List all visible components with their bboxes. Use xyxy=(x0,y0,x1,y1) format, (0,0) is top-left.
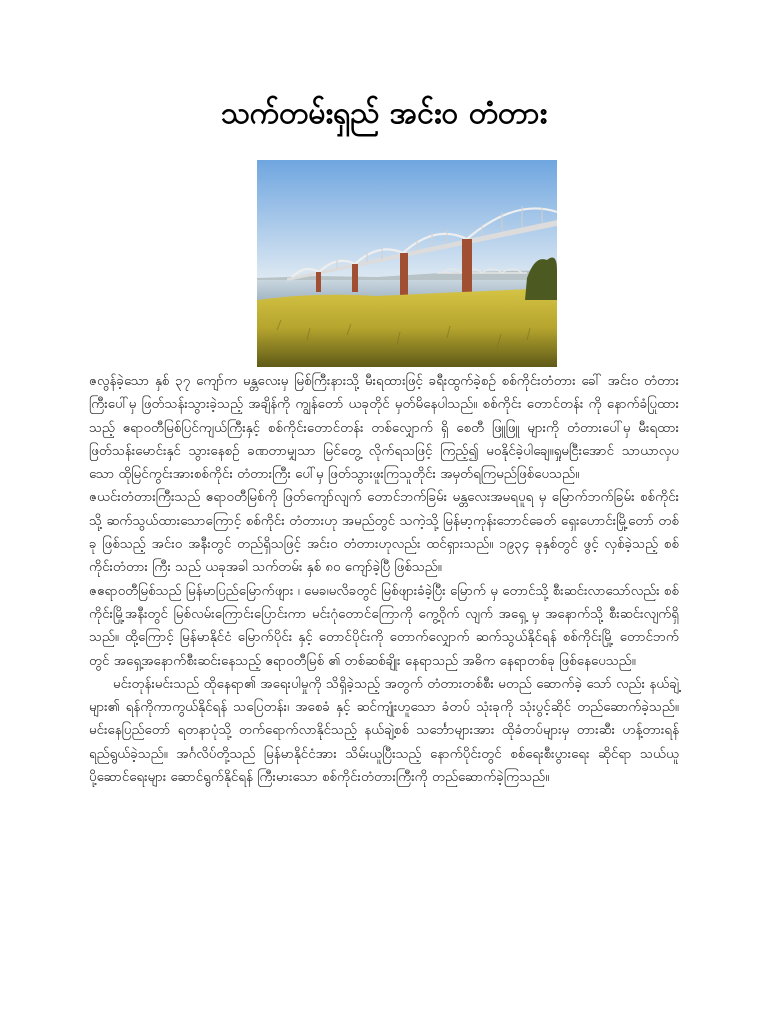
paragraph-1: ဇလွန်ခဲ့သော နှစ် ၃၇ ကျော်က မန္တလေးမှ မြစ်ကြီးနားသို့ မီးရထားဖြင့် ခရီးထွက်ခဲ့စဉ် စစ်ကိုင်းတံတား ခေါ် အင်းဝ တံတား ကြီးပေါ်မှ ဖြတ်သန်းသွားခဲ့သည့် အချိန်ကို ကျွန်တော် ယခုတိုင် မှတ်မိနေပါသည်။ စစ်ကိုင်း တောင်တန်း ကို နောက်ခံပြုထားသည့် ဧရာဝတီမြစ်ပြင်ကျယ်ကြီးနှင့် စစ်ကိုင်းတောင်တန်း တစ်လျှောက် ရှိ စေတီ ဖြူဖြူ များကို တံတားပေါ်မှ မီးရထား ဖြတ်သန်းမောင်းနှင် သွားနေစဉ် ခဏတာမျှသာ မြင်တွေ့ လိုက်ရသဖြင့် ကြည့်၍ မဝနိုင်ခဲ့ပါချေ။ရှုမငြီးအောင် သာယာလှပသော ထိုမြင်ကွင်းအားစစ်ကိုင်း တံတားကြီး ပေါ်မှ ဖြတ်သွားဖူးကြသူတိုင်း အမှတ်ရကြမည်ဖြစ်ပေသည်။ xyxy=(89,374,679,483)
paragraph-4: မင်းတုန်းမင်းသည် ထိုနေရာ၏ အရေးပါမှုကို သိရှိခဲ့သည့် အတွက် တံတားတစ်စီး မတည် ဆောက်ခဲ့ သော် လည်း နယ်ချဲ့ များ၏ ရန်ကိုကာကွယ်နိုင်ရန် သပြေတန်း၊ အစေခံ နှင့် ဆင်ကျုံးဟူသော ခံတပ် သုံးခုကို သုံးပွင့်ဆိုင် တည်ဆောက်ခဲ့သည်။ မင်းနေပြည်တော် ရတနာပုံသို့ တက်ရောက်လာနိုင်သည့် နယ်ချဲ့စစ် သင်္ဘောများအား ထိုခံတပ်များမှ တားဆီး ဟန့်တားရန် ရည်ရွယ်ခဲ့သည်။ အင်္ဂလိပ်တို့သည် မြန်မာနိုင်ငံအား သိမ်းယူပြီးသည့် နောက်ပိုင်းတွင် စစ်ရေးစီးပွားရေး ဆိုင်ရာ သယ်ယူပို့ဆောင်ရေးများ ဆောင်ရွက်နိုင်ရန် ကြီးမားသော စစ်ကိုင်းတံတားကြီးကို တည်ဆောက်ခဲ့ကြသည်။ xyxy=(89,676,679,786)
paragraph-2: ဇယင်းတံတားကြီးသည် ဧရာဝတီမြစ်ကို ဖြတ်ကျော်လျက် တောင်ဘက်ခြမ်း မန္တလေးအမရပူရ မှ မြောက်ဘက်ခြမ်း စစ်ကိုင်း သို့ ဆက်သွယ်ထားသောကြောင့် စစ်ကိုင်း တံတားဟု အမည်တွင် သကဲ့သို့ မြန်မာ့ကုန်းဘောင်ခေတ် ရှေးဟောင်းမြို့တော် တစ်ခု ဖြစ်သည့် အင်းဝ အနီးတွင် တည်ရှိသဖြင့် အင်းဝ တံတားဟုလည်း ထင်ရှားသည်။ ၁၉၃၄ ခုနှစ်တွင် ဖွင့် လှစ်ခဲ့သည့် စစ်ကိုင်းတံတား ကြီး သည် ယခုအခါ သက်တမ်း နှစ် ၈၀ ကျော်ခဲ့ပြီ ဖြစ်သည်။ xyxy=(89,490,679,576)
page-title: သက်တမ်းရှည် အင်းဝ တံတား xyxy=(220,96,548,131)
bridge-photo xyxy=(257,160,557,367)
bridge-photo-icon xyxy=(257,160,557,367)
article-body xyxy=(89,370,679,789)
paragraph-3: ဇဧရာဝတီမြစ်သည် မြန်မာပြည်မြောက်ဖျား ၊ မေခ၊မလိခတွင် မြစ်ဖျားခံခဲ့ပြီး မြောက် မှ တောင်သို့ စီးဆင်းလာသော်လည်း စစ်ကိုင်းမြို့အနီးတွင် မြစ်လမ်းကြောင်းပြောင်းကာ မင်းဂုံတောင်ကြောကို ကွေ့ဝိုက် လျက် အရှေ့ မှ အနောက်သို့ စီးဆင်းလျက်ရှိ သည်။ ထို့ကြောင့် မြန်မာနိုင်ငံ မြောက်ပိုင်း နှင့် တောင်ပိုင်းကို တောက်လျှောက် ဆက်သွယ်နိုင်ရန် စစ်ကိုင်းမြို့ တောင်ဘက်တွင် အရှေ့အနောက်စီးဆင်းနေသည့် ဧရာဝတီမြစ် ၏ တစ်ဆစ်ချိုး နေရာသည် အဓိက နေရာတစ်ခု ဖြစ်နေပေသည်။ xyxy=(89,583,679,669)
